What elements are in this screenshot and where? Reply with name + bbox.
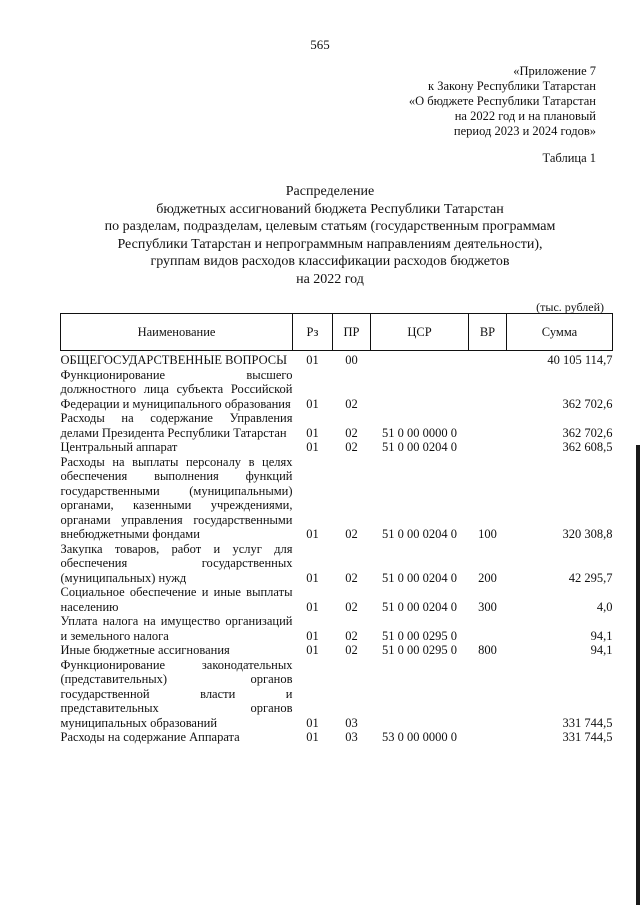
row-vr [469,368,507,412]
row-sum: 362 702,6 [562,396,613,411]
row-pr: 03 [345,715,358,730]
row-rz: 01 [306,570,319,585]
row-name: Уплата налога на имущество организаций и земельного налога [60,614,293,643]
row-pr: 02 [345,396,358,411]
row-vr [469,614,507,643]
header-rz: Рз [293,314,333,351]
header-vr: ВР [469,314,507,351]
row-sum: 362 702,6 [562,425,613,440]
row-pr: 02 [345,643,358,657]
row-name: Расходы на выплаты персоналу в целях обеспечения выполнения функций государственными (муниципальными) органами, казенными учреждениями, органами управления государственными внебюджетными фондами [60,454,293,541]
row-sum: 320 308,8 [562,527,613,541]
title-line: Распределение [285,184,375,199]
row-csr: 51 0 00 0204 0 [382,570,457,585]
row-rz: 01 [306,396,319,411]
row-name: ОБЩЕГОСУДАРСТВЕННЫЕ ВОПРОСЫ [60,353,288,367]
row-vr [469,351,507,368]
appendix-line: к Закону Республики Татарстан [428,79,596,93]
row-pr: 02 [345,599,358,614]
header-name: Наименование [61,314,293,351]
row-sum: 4,0 [596,599,613,614]
row-csr: 51 0 00 0204 0 [382,527,457,541]
table-row [61,440,613,455]
row-vr [469,658,507,731]
row-name: Социальное обеспечение и иные выплаты населению [60,585,293,614]
row-pr: 00 [345,353,358,367]
row-vr [469,730,507,745]
row-rz: 01 [306,353,319,367]
row-csr: 51 0 00 0000 0 [382,425,457,440]
row-sum: 94,1 [590,643,613,657]
table-row [61,643,613,658]
row-sum: 94,1 [590,628,613,643]
table-row [61,455,613,542]
row-name: Расходы на содержание Аппарата [60,730,240,744]
page-number: 565 [310,37,330,52]
appendix-reference [409,64,596,139]
row-rz: 01 [306,730,319,744]
row-sum: 331 744,5 [562,715,613,730]
row-pr: 02 [345,628,358,643]
row-csr: 51 0 00 0204 0 [382,599,457,614]
row-rz: 01 [306,715,319,730]
row-csr [371,351,469,368]
table-row [61,614,613,643]
appendix-line: период 2023 и 2024 годов» [453,124,596,138]
row-sum: 362 608,5 [562,440,613,454]
table-row [61,542,613,586]
row-pr: 02 [345,440,358,454]
row-name: Функционирование высшего должностного лица субъекта Российской Федерации и муниципального образования [60,367,293,411]
row-vr: 800 [478,643,497,657]
row-name: Центральный аппарат [60,440,178,454]
units-label: (тыс. рублей) [536,300,604,314]
row-vr: 100 [478,527,497,541]
row-pr: 02 [345,425,358,440]
document-title [40,183,620,288]
table-row [61,658,613,731]
appendix-line: «О бюджете Республики Татарстан [408,94,596,108]
row-pr: 03 [345,730,358,744]
row-name: Функционирование законодательных (представительных) органов государственной власти и представительных органов муниципальных образований [60,657,293,730]
row-rz: 01 [306,599,319,614]
title-line: бюджетных ассигнований бюджета Республики Татарстан [156,201,504,217]
appendix-line: «Приложение 7 [513,64,596,78]
row-csr: 51 0 00 0295 0 [382,643,457,657]
row-rz: 01 [306,425,319,440]
budget-table [60,313,613,745]
row-csr: 51 0 00 0204 0 [382,440,457,454]
table-header-row [61,314,613,351]
row-vr [469,411,507,440]
row-vr: 200 [478,570,497,585]
row-csr [371,658,469,731]
table-label: Таблица 1 [542,151,596,165]
row-vr [469,440,507,455]
row-csr: 53 0 00 0000 0 [382,730,457,744]
table-row [61,351,613,368]
row-pr: 02 [345,570,358,585]
table-row [61,730,613,745]
row-rz: 01 [306,628,319,643]
row-vr: 300 [478,599,497,614]
row-name: Расходы на содержание Управления делами Президента Республики Татарстан [60,411,293,440]
title-line: по разделам, подразделам, целевым статьям (государственным программам [104,219,556,234]
row-name: Иные бюджетные ассигнования [60,643,230,657]
appendix-line: на 2022 год и на плановый [454,109,596,123]
table-row [61,411,613,440]
title-line: группам видов расходов классификации расходов бюджетов [150,254,510,269]
header-sum: Сумма [507,314,613,351]
row-pr: 02 [345,527,358,541]
row-rz: 01 [306,440,319,454]
table-row [61,585,613,614]
row-sum: 42 295,7 [568,570,613,585]
row-csr: 51 0 00 0295 0 [382,628,457,643]
row-sum: 40 105 114,7 [547,353,613,367]
row-sum: 331 744,5 [562,730,613,744]
row-csr [371,368,469,412]
title-line: Республики Татарстан и непрограммным направлениям деятельности), [117,236,543,252]
header-pr: ПР [333,314,371,351]
table-row [61,368,613,412]
title-line: на 2022 год [296,271,364,287]
row-rz: 01 [306,527,319,541]
page-edge-shadow [636,445,640,905]
row-rz: 01 [306,643,319,657]
header-csr: ЦСР [371,314,469,351]
row-name: Закупка товаров, работ и услуг для обеспечения государственных (муниципальных) нужд [60,541,293,585]
